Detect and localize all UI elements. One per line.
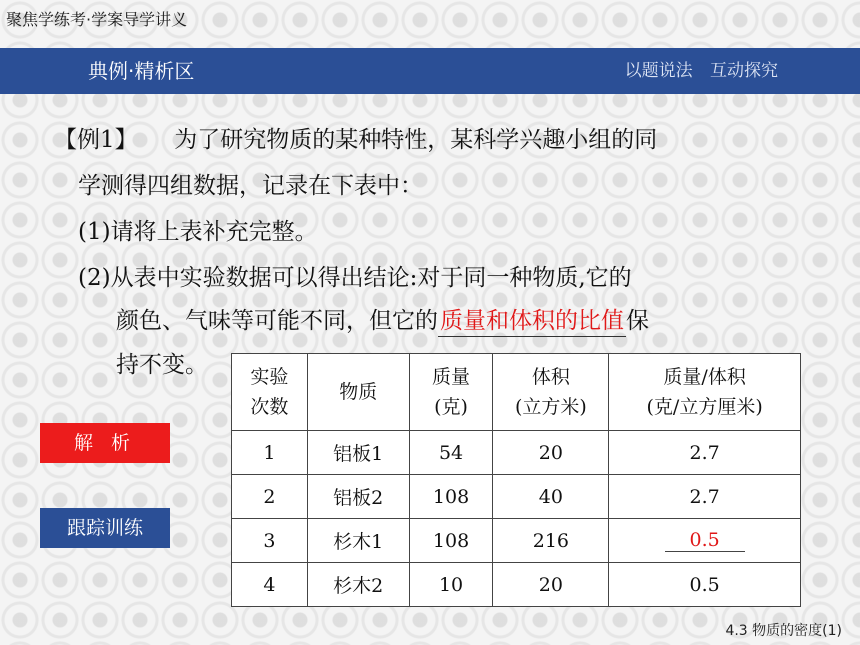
cell-mass: 108 <box>409 475 493 519</box>
ratio-answer: 0.5 <box>665 529 745 552</box>
cell-substance: 杉木2 <box>307 563 409 607</box>
cell-volume: 40 <box>493 475 609 519</box>
page-footer: 4.3 物质的密度(1) <box>725 623 842 639</box>
cell-ratio-answer <box>609 519 801 563</box>
section-title: 典例·精析区 <box>88 59 195 83</box>
section-bar <box>0 48 860 94</box>
header-mass: 质量 (克) <box>409 354 493 431</box>
table-row <box>232 519 801 563</box>
cell-trial: 1 <box>232 431 308 475</box>
header-trial-no: 实验 次数 <box>232 354 308 431</box>
analysis-button[interactable]: 解 析 <box>40 423 170 463</box>
table-row <box>232 475 801 519</box>
header-mass-per-volume: 质量/体积 (克/立方厘米) <box>609 354 801 431</box>
cell-volume: 216 <box>493 519 609 563</box>
cell-mass: 10 <box>409 563 493 607</box>
cell-substance: 杉木1 <box>307 519 409 563</box>
cell-ratio: 0.5 <box>609 563 801 607</box>
table-row <box>232 431 801 475</box>
cell-volume: 20 <box>493 431 609 475</box>
cell-mass: 54 <box>409 431 493 475</box>
part2-answer: 质量和体积的比值 <box>438 306 626 337</box>
training-button[interactable]: 跟踪训练 <box>40 508 170 548</box>
cell-ratio: 2.7 <box>609 431 801 475</box>
section-tags: 以题说法 互动探究 <box>624 61 778 81</box>
table-header-row <box>232 354 801 431</box>
part2-suffix: 保 <box>626 308 649 334</box>
question-label: 【例1】 <box>54 127 138 153</box>
cell-ratio: 2.7 <box>609 475 801 519</box>
cell-volume: 20 <box>493 563 609 607</box>
cell-trial: 3 <box>232 519 308 563</box>
question-part-2: (2)从表中实验数据可以得出结论:对于同一种物质,它的 <box>78 265 632 291</box>
question-part-2-line-3: 持不变。 <box>116 352 208 378</box>
table-row <box>232 563 801 607</box>
question-text-1: 为了研究物质的某种特性，某科学兴趣小组的同 <box>174 127 658 153</box>
cell-trial: 4 <box>232 563 308 607</box>
question-part-1: (1)请将上表补充完整。 <box>78 219 318 245</box>
cell-trial: 2 <box>232 475 308 519</box>
data-table <box>231 353 801 607</box>
header-substance: 物质 <box>307 354 409 431</box>
question-line-1 <box>54 117 657 163</box>
brand-header: 聚焦学练考·学案导学讲义 <box>6 10 188 29</box>
question-line-2: 学测得四组数据，记录在下表中： <box>78 173 423 199</box>
question-part-2-line-2 <box>116 298 649 344</box>
cell-substance: 铝板2 <box>307 475 409 519</box>
cell-mass: 108 <box>409 519 493 563</box>
header-volume: 体积 (立方米) <box>493 354 609 431</box>
part2-prefix: 颜色、气味等可能不同，但它的 <box>116 308 438 334</box>
cell-substance: 铝板1 <box>307 431 409 475</box>
